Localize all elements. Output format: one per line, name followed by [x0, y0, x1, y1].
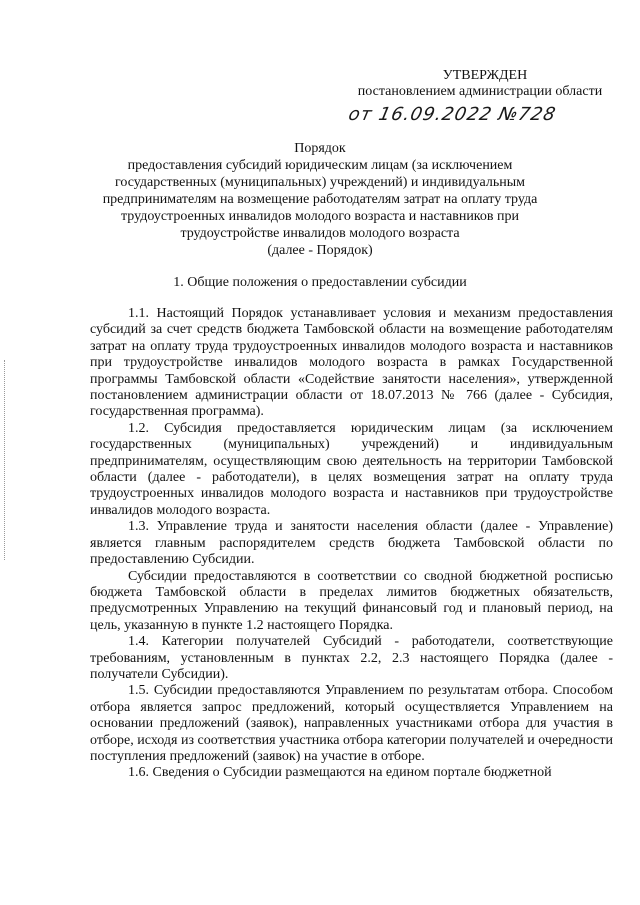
paragraph-1-2: 1.2. Субсидия предоставляется юридическим лицам (за исключением государственных (муниципальных) учреждений) и индивидуальным предпринимателям, осуществляющим свою деятельность на территории Тамбовской области (далее - работодатели), в целях возмещения затрат на оплату труда трудоустроенных инвалидов молодого возраста и наставников при трудоустройстве инвалидов молодого возраста. [90, 420, 613, 518]
title-line: Порядок [294, 141, 346, 156]
title-line: предпринимателям на возмещение работодателям затрат на оплату труда [102, 192, 538, 207]
approval-authority: постановлением администрации области [357, 84, 603, 99]
paragraph-1-1: 1.1. Настоящий Порядок устанавливает условия и механизм предоставления субсидий за счет средств бюджета Тамбовской области на возмещение работодателям затрат на оплату труда трудоустроенных инвалидов молодого возраста и наставников при трудоустройстве инвалидов молодого возраста в рамках Государственной программы Тамбовской области «Содействие занятости населения», утвержденной постановлением администрации области от 18.07.2013 № 766 (далее - Субсидия, государственная программа). [90, 306, 613, 420]
title-line: предоставления субсидий юридическим лицам (за исключением [127, 158, 513, 173]
approval-stamp [340, 68, 620, 100]
paragraph-1-5: 1.5. Субсидии предоставляются Управлением по результатам отбора. Способом отбора является запрос предложений, который осуществляется Управлением на основании предложений (заявок), направленных участниками отбора для участия в отборе, исходя из соответствия участника отбора категории получателей и очередности поступления предложений (заявок) на участие в отборе. [90, 683, 613, 764]
document-body [90, 306, 613, 782]
title-line: трудоустроенных инвалидов молодого возраста и наставников при [121, 209, 519, 224]
paragraph-1-4: 1.4. Категории получателей Субсидий - работодатели, соответствующие требованиям, установленным в пунктах 2.2, 2.3 настоящего Порядка (далее - получатели Субсидии). [90, 634, 613, 682]
paragraph-subsidies: Субсидии предоставляются в соответствии со сводной бюджетной росписью бюджета Тамбовской области в пределах лимитов бюджетных обязательств, предусмотренных Управлению на текущий финансовый год и плановый период, на цель, указанную в пункте 1.2 настоящего Порядка. [90, 568, 613, 633]
title-line: трудоустройстве инвалидов молодого возраста [180, 226, 460, 241]
title-line: (далее - Порядок) [267, 243, 373, 258]
section-heading: 1. Общие положения о предоставлении субсидии [173, 275, 467, 290]
scan-margin-mark [4, 360, 11, 560]
paragraph-1-6: 1.6. Сведения о Субсидии размещаются на едином портале бюджетной [128, 765, 552, 781]
approval-heading: УТВЕРЖДЕН [442, 68, 528, 83]
paragraph-1-3: 1.3. Управление труда и занятости населения области (далее - Управление) является главным распорядителем средств бюджета Тамбовской области по предоставлению Субсидии. [90, 519, 613, 568]
document-title [60, 140, 580, 259]
title-line: государственных (муниципальных) учреждений) и индивидуальным [115, 175, 525, 190]
handwritten-date-number: от 16.09.2022 №728 [346, 104, 559, 125]
